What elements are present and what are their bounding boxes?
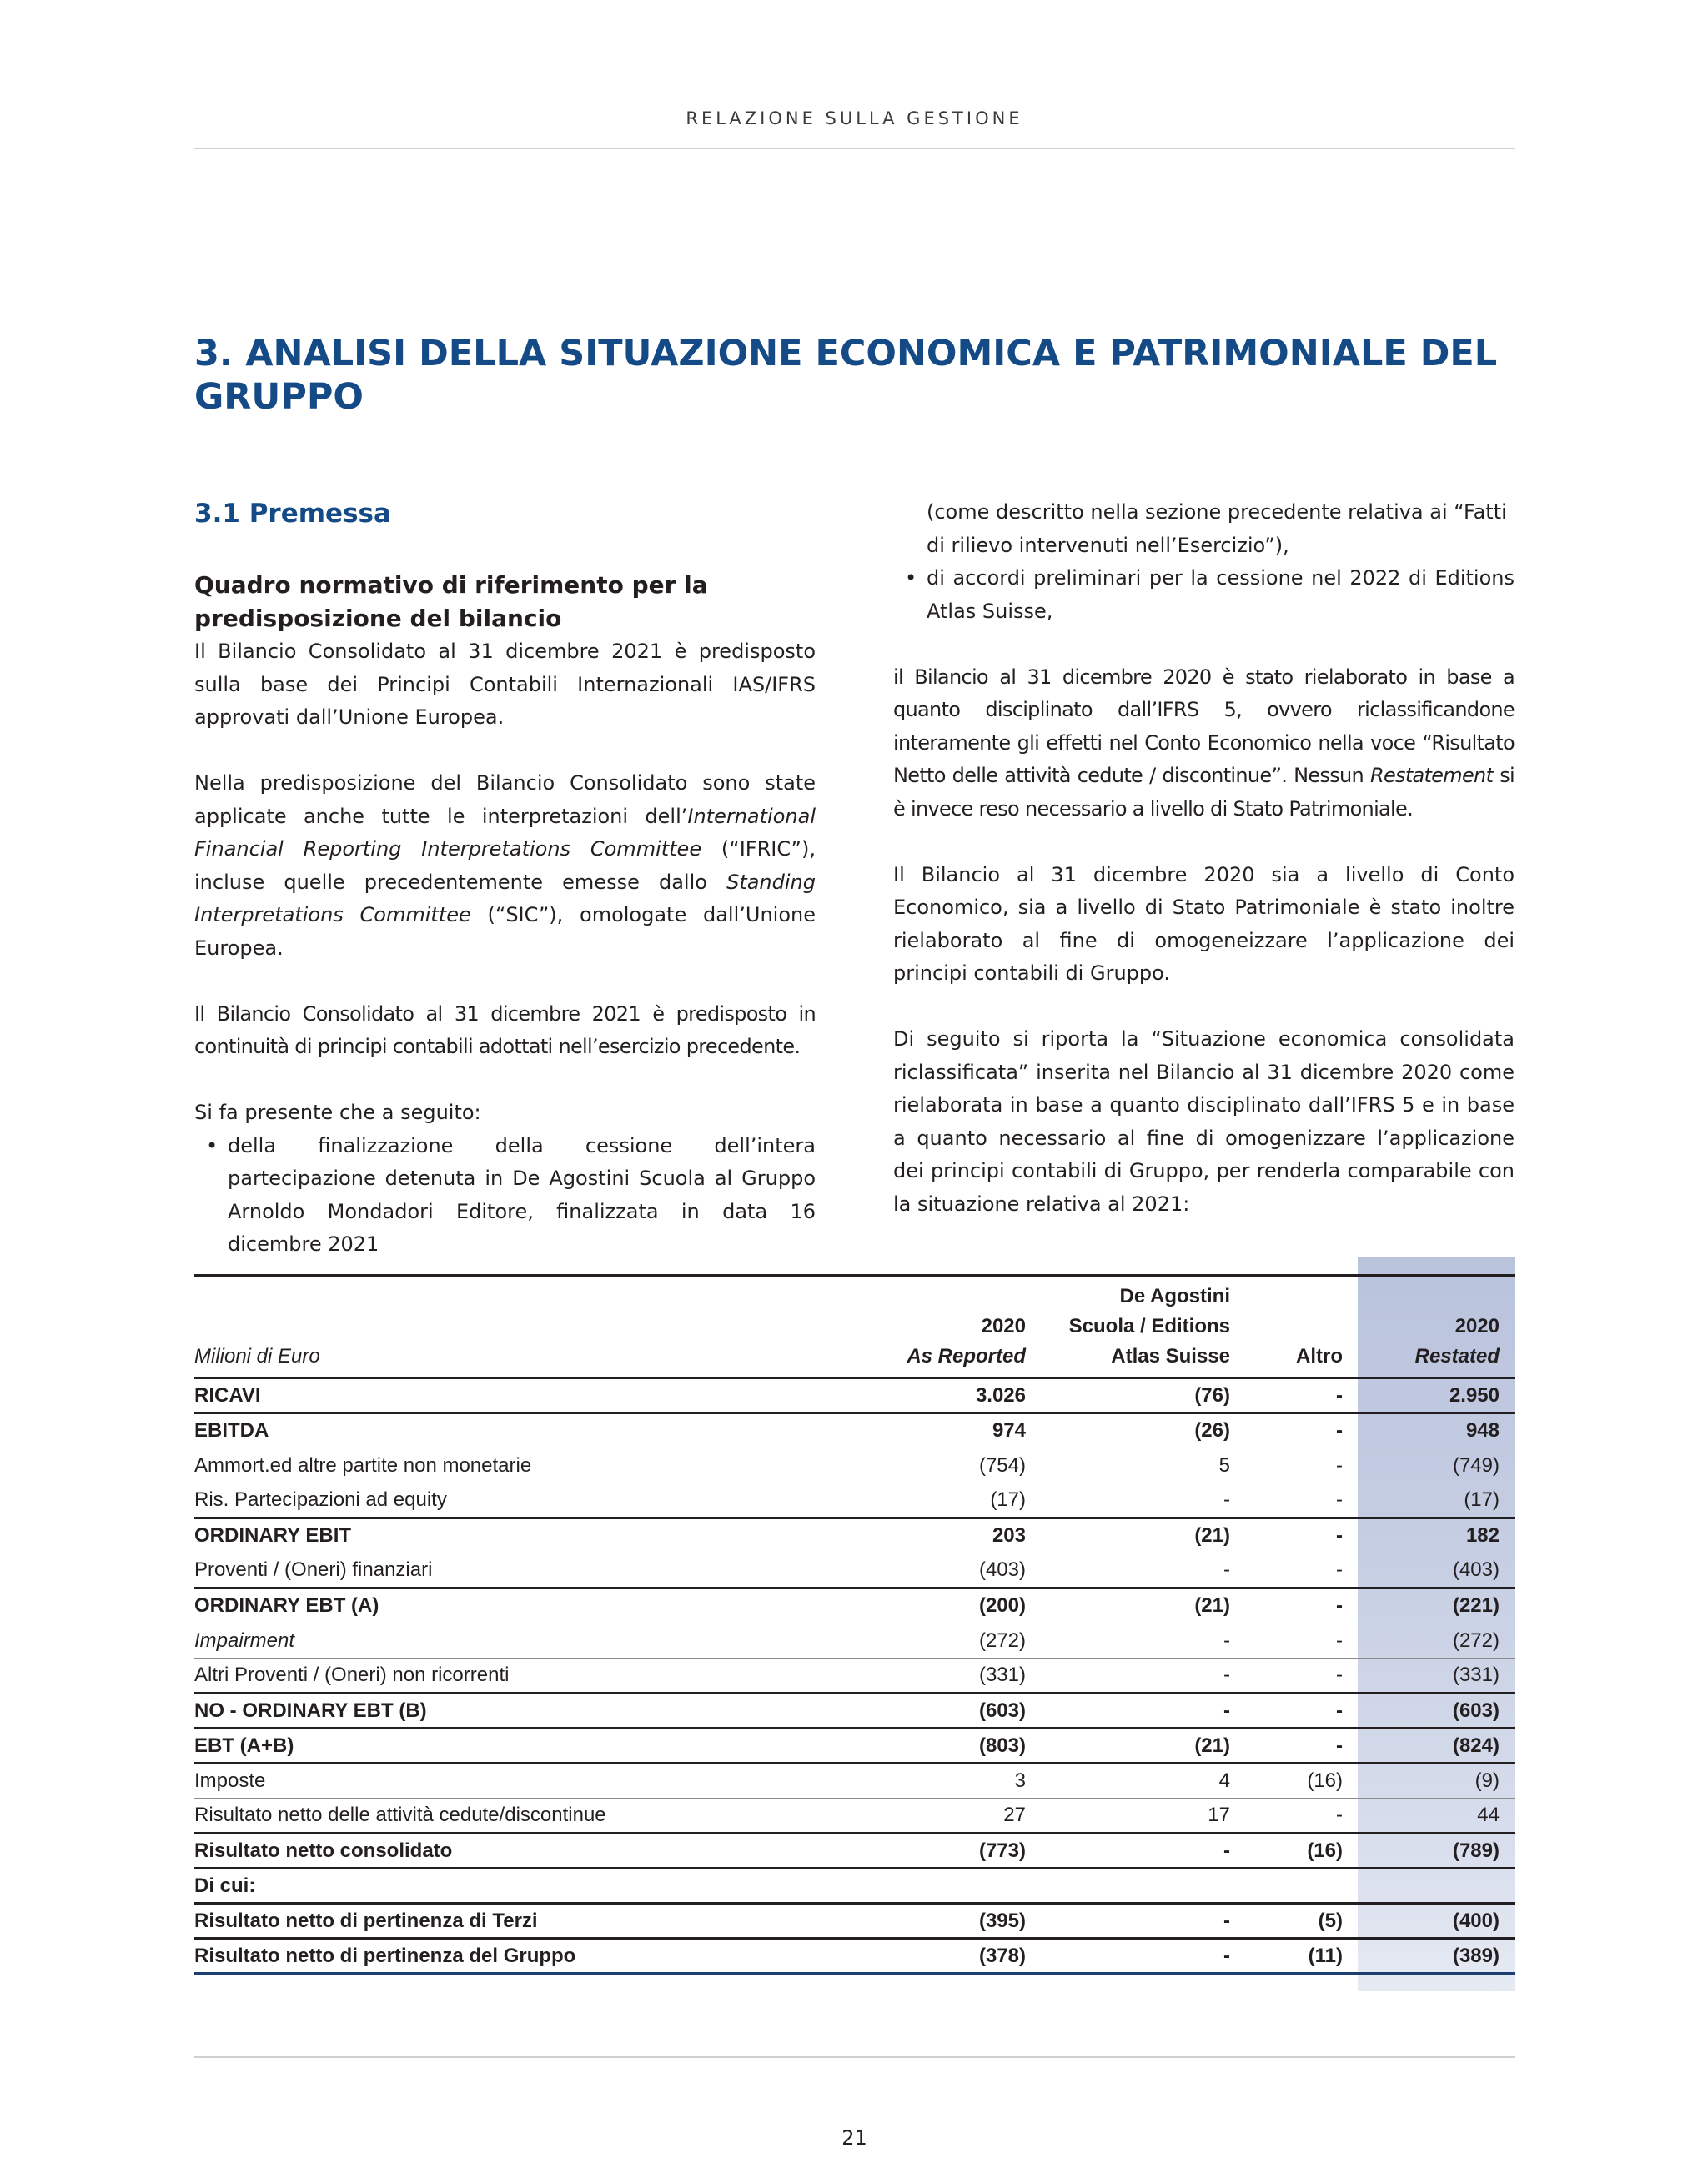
left-column [194, 496, 816, 1262]
header-restated: 2020 Restated [1414, 1315, 1500, 1368]
paragraph-ifrs5: il Bilancio al 31 dicembre 2020 è stato rielaborato in base a quanto disciplinato dall’IFRS 5, ovvero riclassificandone interamente gli effetti nel Conto Economico nella voce “Risultato Netto delle attività cedute / discontinue”. Nessun Restatement si è invece reso necessario a livello di Stato Patrimoniale. [893, 665, 1515, 821]
table-row: Imposte 3 4 (16) (9) [194, 1764, 1515, 1799]
table-row: NO - ORDINARY EBT (B) (603) - - (603) [194, 1694, 1515, 1729]
table-row: EBT (A+B) (803) (21) - (824) [194, 1729, 1515, 1764]
table-row: Ammort.ed altre partite non monetarie (754) 5 - (749) [194, 1448, 1515, 1483]
paragraph-homogenize: Il Bilancio al 31 dicembre 2020 sia a livello di Conto Economico, sia a livello di Stato Patrimoniale è stato inoltre rielaborato al fine di omogeneizzare l’applicazione dei principi contabili di Gruppo. [893, 862, 1515, 985]
bullet-list-right [893, 562, 1515, 628]
header-as-reported: 2020 As Reported [907, 1315, 1026, 1368]
running-header: RELAZIONE SULLA GESTIONE [686, 108, 1023, 128]
table-row: Risultato netto delle attività cedute/discontinue 27 17 - 44 [194, 1799, 1515, 1834]
bullet-list-left [194, 1130, 816, 1262]
unit-label: Milioni di Euro [194, 1345, 320, 1368]
bullet-disposal-scuola: • della finalizzazione della cessione dell’intera partecipazione detenuta in De Agostini Scuola al Gruppo Arnoldo Mondadori Editore, finalizzata in data 16 dicembre 2021 [194, 1130, 816, 1262]
table-row: RICAVI 3.026 (76) - 2.950 [194, 1378, 1515, 1413]
section-title: 3.1 Premessa [194, 499, 391, 529]
paragraph-continuity: Il Bilancio Consolidato al 31 dicembre 2021 è predisposto in continuità di principi contabili adottati nell’esercizio precedente. [194, 1001, 816, 1058]
bullet-atlas-suisse: • di accordi preliminari per la cessione nel 2022 di Editions Atlas Suisse, [893, 562, 1515, 628]
footer-rule [194, 2056, 1515, 2058]
income-table [194, 1274, 1515, 1975]
right-column [893, 496, 1515, 1221]
section-subtitle: Quadro normativo di riferimento per la predisposizione del bilancio [194, 571, 708, 632]
bullet-continuation: (come descritto nella sezione precedente relativa ai “Fatti di rilievo intervenuti nell’Esercizio”), [927, 500, 1507, 557]
paragraph-interpretations: Nella predisposizione del Bilancio Consolidato sono state applicate anche tutte le interpretazioni dell’International Financial Reporting Interpretations Committee (“IFRIC”), incluse quelle precedentemente emesse dallo Standing Interpretations Committee (“SIC”), omologate dall’Unione Europea. [194, 771, 816, 960]
header-altro: Altro [1296, 1345, 1343, 1368]
header-deagostini: De Agostini Scuola / Editions Atlas Suisse [1068, 1285, 1230, 1368]
table-row: EBITDA 974 (26) - 948 [194, 1413, 1515, 1448]
paragraph-following: Si fa presente che a seguito: [194, 1101, 481, 1124]
table-row: ORDINARY EBT (A) (200) (21) - (221) [194, 1588, 1515, 1623]
header-rule [194, 148, 1515, 149]
table-row: Risultato netto di pertinenza del Gruppo (378) - (11) (389) [194, 1939, 1515, 1974]
table-header-row [194, 1276, 1515, 1378]
reclassified-income-table [194, 1257, 1515, 1991]
paragraph-table-intro: Di seguito si riporta la “Situazione economica consolidata riclassificata” inserita nel Bilancio al 31 dicembre 2020 come rielaborata in base a quanto disciplinato dall’IFRS 5 e in base a quanto necessario al fine di omogenizzare l’applicazione dei principi contabili di Gruppo, per renderla comparabile con la situazione relativa al 2021: [893, 1027, 1515, 1216]
chapter-title: 3. ANALISI DELLA SITUAZIONE ECONOMICA E PATRIMONIALE DEL GRUPPO [194, 333, 1498, 418]
table-row: Di cui: [194, 1869, 1515, 1904]
page-number: 21 [841, 2126, 867, 2150]
table-row: Altri Proventi / (Oneri) non ricorrenti (331) - - (331) [194, 1659, 1515, 1694]
table-row: Ris. Partecipazioni ad equity (17) - - (17) [194, 1483, 1515, 1518]
table-row: Impairment (272) - - (272) [194, 1623, 1515, 1659]
paragraph-framework: Il Bilancio Consolidato al 31 dicembre 2021 è predisposto sulla base dei Principi Contabili Internazionali IAS/IFRS approvati dall’Unione Europea. [194, 640, 816, 729]
table-row: Proventi / (Oneri) finanziari (403) - - (403) [194, 1553, 1515, 1588]
table-row: Risultato netto consolidato (773) - (16) (789) [194, 1834, 1515, 1869]
table-row: Risultato netto di pertinenza di Terzi (395) - (5) (400) [194, 1904, 1515, 1939]
table-row: ORDINARY EBIT 203 (21) - 182 [194, 1518, 1515, 1553]
